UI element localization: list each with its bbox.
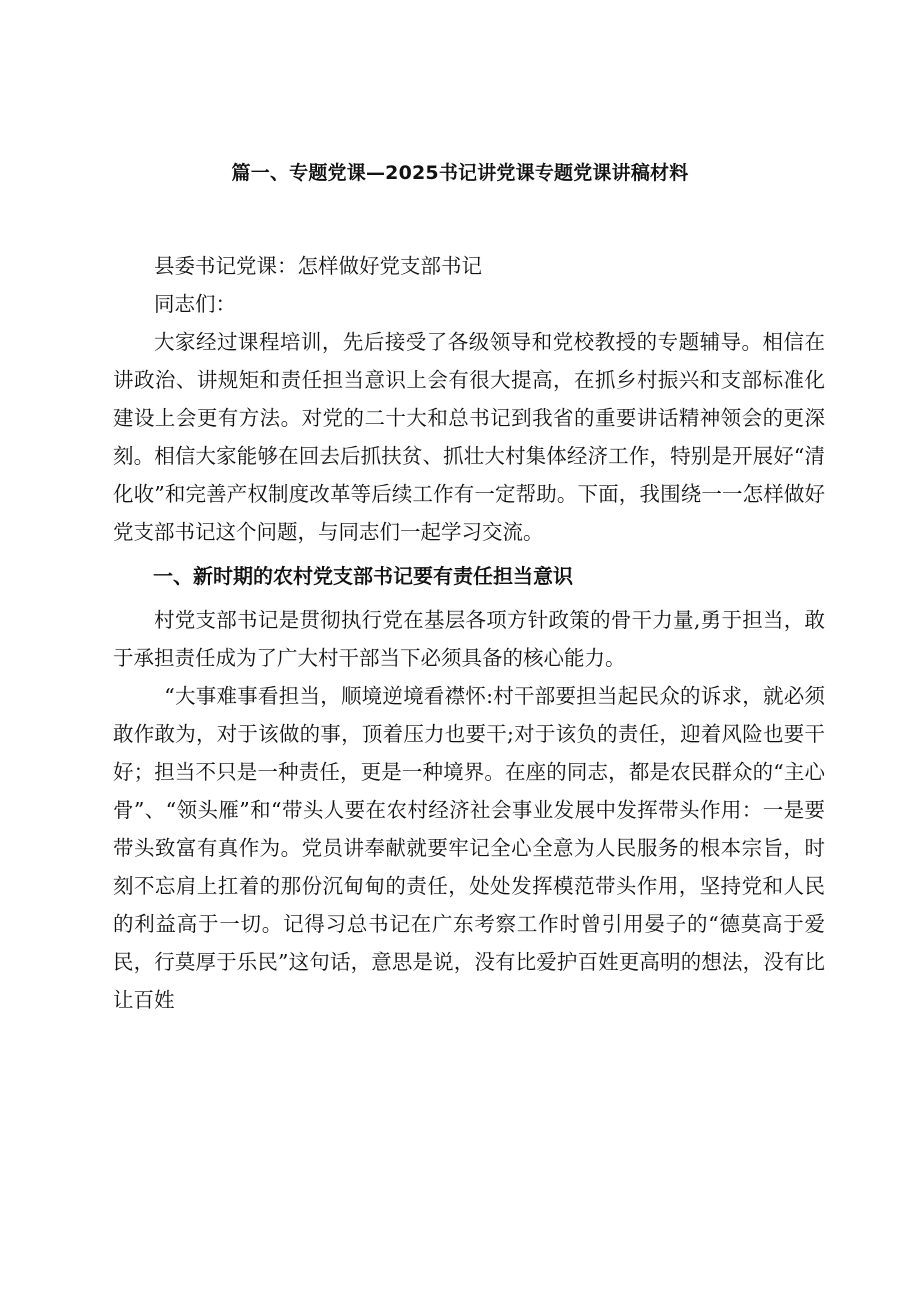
document-body [113,247,825,1019]
intro-paragraph: 大家经过课程培训，先后接受了各级领导和党校教授的专题辅导。相信在讲政治、讲规矩和责任担当意识上会有很大提高，在抓乡村振兴和支部标准化建设上会更有方法。对党的二十大和总书记到我省的重要讲话精神领会的更深刻。相信大家能够在回去后抓扶贫、抓壮大村集体经济工作，特别是开展好“清化收”和完善产权制度改革等后续工作有一定帮助。下面，我围绕一一怎样做好党支部书记这个问题，与同志们一起学习交流。 [113,330,825,544]
lecture-subtitle: 县委书记党课：怎样做好党支部书记 [154,254,482,278]
salutation: 同志们： [154,292,236,316]
body-paragraph: 村党支部书记是贯彻执行党在基层各项方针政策的骨干力量,勇于担当，敢于承担责任成为了广大村干部当下必须具备的核心能力。 [113,608,825,670]
body-paragraph: “大事难事看担当，顺境逆境看襟怀:村干部要担当起民众的诉求，就必须敢作敢为，对于该做的事，顶着压力也要干;对于该负的责任，迎着风险也要干好；担当不只是一种责任，更是一种境界。在座的同志，都是农民群众的“主心骨”、“领头雁”和“带头人要在农村经济社会事业发展中发挥带头作用：一是要带头致富有真作为。党员讲奉献就要牢记全心全意为人民服务的根本宗旨，时刻不忘肩上扛着的那份沉甸甸的责任，处处发挥模范带头作用，坚持党和人民的利益高于一切。记得习总书记在广东考察工作时曾引用晏子的“德莫高于爱民，行莫厚于乐民”这句话，意思是说，没有比爱护百姓更高明的想法，没有比让百姓 [113,684,825,1012]
section-heading: 一、新时期的农村党支部书记要有责任担当意识 [153,564,573,588]
document-title: 篇一、专题党课—2025书记讲党课专题党课讲稿材料 [231,162,689,184]
